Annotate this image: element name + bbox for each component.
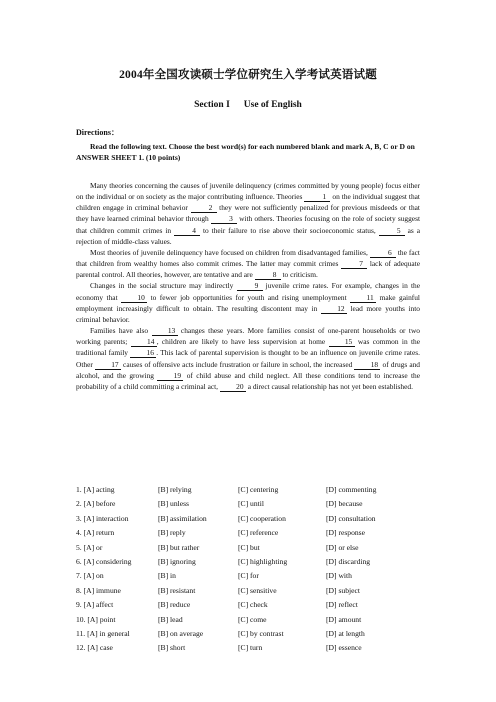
option-choice: [B] lead: [158, 614, 183, 624]
option-row: [76, 571, 426, 585]
blank-number: 1: [304, 192, 330, 202]
blank-number: 15: [329, 337, 355, 347]
option-row: [76, 543, 426, 557]
option-choice: [C] by contrast: [238, 628, 284, 638]
blank-number: 3: [211, 214, 237, 224]
blank-number: 2: [191, 203, 217, 213]
option-choice: [B] resistant: [158, 585, 196, 595]
option-choice: [D] consultation: [326, 513, 376, 523]
exam-title: 2004年全国攻读硕士学位研究生入学考试英语试题: [119, 69, 377, 81]
option-choice: 5. [A] or: [76, 542, 103, 552]
blank-number: 17: [95, 360, 121, 370]
option-choice: 11. [A] in general: [76, 628, 130, 638]
option-choice: [D] subject: [326, 585, 360, 595]
section-name: Use of English: [243, 100, 302, 110]
passage-text: to criticism.: [280, 270, 318, 280]
option-row: [76, 586, 426, 600]
passage-text: make gainful employment increasingly difficult to obtain. The resulting discontent may in: [76, 292, 420, 313]
passage-text: , children are likely to have less supervision at home: [156, 337, 329, 347]
option-choice: [B] ignoring: [158, 556, 196, 566]
option-row: [76, 643, 426, 657]
blank-number: 7: [341, 259, 367, 269]
passage-text: with others. Theories focusing on the role of society suggest that children commit crimes in: [76, 214, 421, 235]
passage-text: Families have also: [90, 326, 152, 336]
blank-number: 4: [174, 226, 200, 236]
option-choice: [B] assimilation: [158, 513, 207, 523]
option-choice: [D] reflect: [326, 600, 358, 610]
option-choice: [B] reply: [158, 528, 186, 538]
option-choice: [C] come: [238, 614, 267, 624]
option-choice: [B] reduce: [158, 600, 191, 610]
option-choice: [C] reference: [238, 528, 279, 538]
section-heading: [0, 100, 496, 110]
option-choice: [D] discarding: [326, 556, 371, 566]
passage-text: juvenile crime rates. For example, changes in the economy that: [76, 281, 420, 302]
blank-number: 8: [255, 270, 281, 280]
cloze-passage: [76, 180, 420, 392]
instructions: Read the following text. Choose the best word(s) for each numbered blank and mark A, B, C or D on ANSWER SHEET 1. (10 points): [76, 142, 415, 162]
option-choice: 7. [A] on: [76, 571, 104, 581]
blank-number: 5: [379, 226, 405, 236]
option-choice: [C] centering: [238, 485, 279, 494]
blank-number: 20: [220, 382, 246, 392]
option-choice: 4. [A] return: [76, 528, 115, 538]
option-choice: [D] amount: [326, 614, 362, 624]
passage-paragraph: [76, 325, 420, 392]
option-choice: [C] until: [238, 499, 264, 509]
option-choice: [D] essence: [326, 643, 362, 653]
passage-text: as a rejection of middle-class values.: [76, 225, 420, 246]
blank-number: 16: [130, 348, 156, 358]
blank-number: 13: [152, 326, 178, 336]
option-choice: [D] or else: [326, 542, 359, 552]
option-row: [76, 499, 426, 513]
option-choice: [C] cooperation: [238, 513, 286, 523]
option-choice: [B] on average: [158, 628, 204, 638]
blank-number: 10: [121, 293, 147, 303]
passage-text: lead more youths into criminal behavior.: [76, 303, 420, 324]
passage-text: causes of offensive acts include frustration or failure in school, the increased: [120, 359, 355, 369]
passage-text: Changes in the social structure may indirectly: [90, 281, 237, 291]
option-choice: 8. [A] immune: [76, 585, 121, 595]
option-choice: [D] response: [326, 528, 366, 538]
section-label: Section I: [194, 100, 230, 110]
option-choice: 1. [A] acting: [76, 485, 115, 494]
passage-text: of drugs and alcohol, and the growing: [76, 359, 420, 380]
blank-number: 18: [354, 360, 380, 370]
option-choice: 2. [A] before: [76, 499, 116, 509]
option-choice: [B] but rather: [158, 542, 200, 552]
blank-number: 14: [131, 337, 157, 347]
passage-text: a direct causal relationship has not yet been established.: [245, 381, 413, 391]
passage-text: of child abuse and child neglect. All these conditions tend to increase the probability of a child committing a criminal act,: [76, 370, 421, 391]
passage-text: the fact that children from wealthy homes also commit crimes. The latter may commit crimes: [76, 247, 420, 269]
passage-text: changes these years. More families consist of one-parent households or two working parents;: [76, 326, 420, 347]
passage-text: Most theories of juvenile delinquency have focused on children from disadvantaged families,: [90, 247, 370, 257]
passage-paragraph: [76, 280, 420, 325]
option-row: [76, 528, 426, 542]
option-row: [76, 629, 426, 643]
option-choice: [C] turn: [238, 643, 263, 653]
option-choice: 3. [A] interaction: [76, 513, 129, 523]
option-choice: [B] relying: [158, 485, 192, 494]
passage-text: lack of adequate parental control. All theories, however, are tentative and are: [76, 259, 420, 280]
option-choice: 12. [A] case: [76, 643, 113, 653]
option-choice: [D] at length: [326, 628, 365, 638]
blank-number: 9: [237, 281, 263, 291]
option-choice: 10. [A] point: [76, 614, 116, 624]
passage-text: Many theories concerning the causes of juvenile delinquency (crimes committed by young people) focus either on the individual or on society as the major contributing influence. Theories: [76, 181, 420, 202]
option-choice: [B] in: [158, 571, 176, 581]
passage-text: they were not sufficiently penalized for previous misdeeds or that they have learned criminal behavior through: [76, 203, 420, 224]
passage-paragraph: [76, 247, 420, 280]
option-choice: [C] check: [238, 600, 268, 610]
option-choice: [D] commenting: [326, 485, 377, 494]
blank-number: 6: [370, 248, 396, 258]
option-choice: [D] with: [326, 571, 352, 581]
passage-text: on the individual suggest that children engage in criminal behavior: [76, 192, 420, 213]
directions-label: Directions：: [76, 128, 119, 137]
option-row: [76, 557, 426, 571]
answer-options: [76, 485, 426, 658]
option-row: [76, 600, 426, 614]
option-choice: 9. [A] affect: [76, 600, 114, 610]
blank-number: 11: [350, 293, 376, 303]
blank-number: 12: [321, 304, 347, 314]
option-row: [76, 514, 426, 528]
option-choice: [C] sensitive: [238, 585, 277, 595]
option-row: [76, 615, 426, 629]
passage-text: to their failure to rise above their socioeconomic status,: [200, 225, 379, 235]
option-choice: [C] highlighting: [238, 556, 288, 566]
passage-text: to fewer job opportunities for youth and rising unemployment: [147, 292, 351, 302]
passage-text: was common in the traditional family: [76, 337, 421, 358]
option-choice: 6. [A] considering: [76, 556, 132, 566]
blank-number: 19: [157, 371, 183, 381]
option-choice: [B] unless: [158, 499, 190, 509]
option-row: [76, 485, 426, 499]
option-choice: [B] short: [158, 643, 186, 653]
option-choice: [D] because: [326, 499, 363, 509]
passage-text: . This lack of parental supervision is thought to be an influence on juvenile crime rates. Other: [76, 348, 420, 369]
passage-paragraph: [76, 180, 420, 247]
option-choice: [C] but: [238, 542, 260, 552]
option-choice: [C] for: [238, 571, 259, 581]
